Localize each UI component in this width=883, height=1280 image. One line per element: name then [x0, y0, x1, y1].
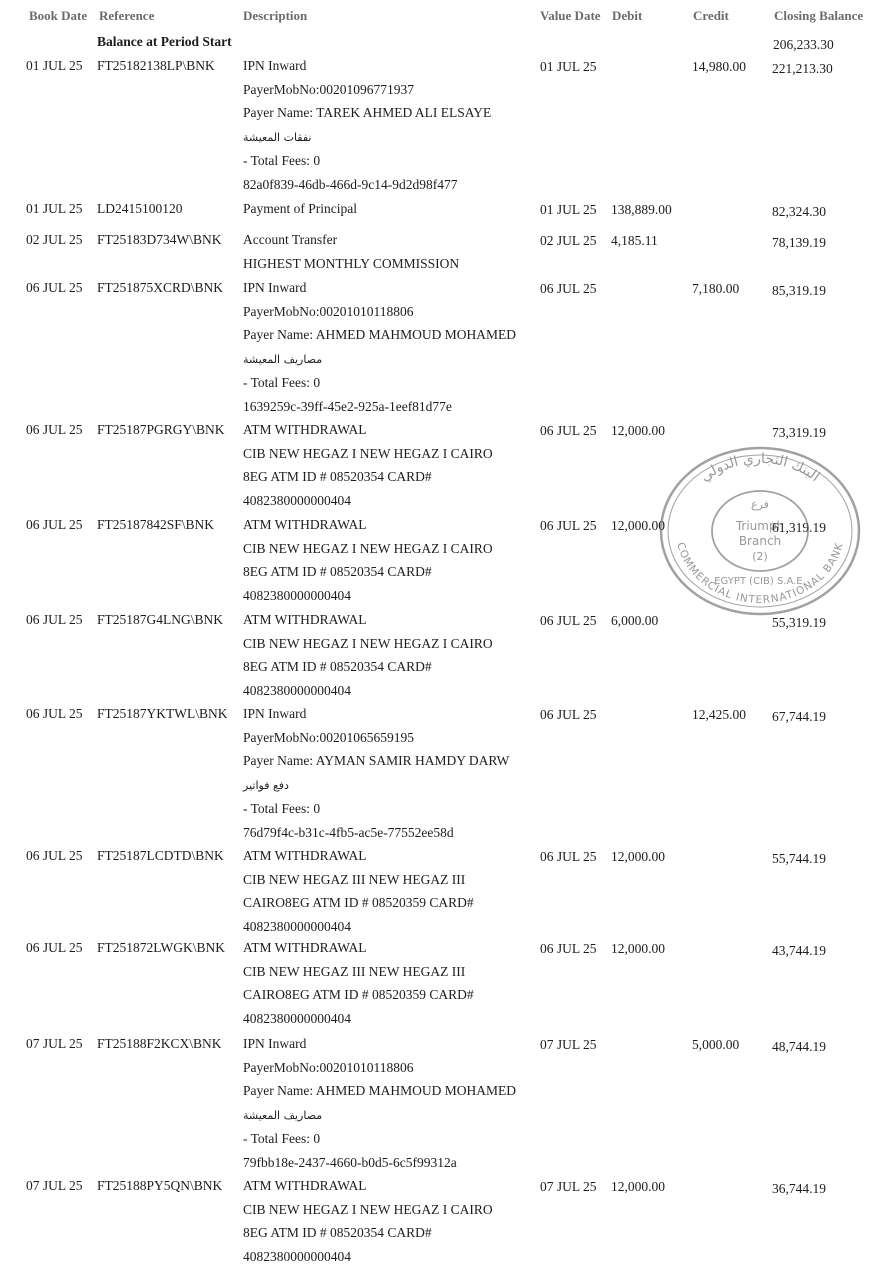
description-line: 4082380000000404	[243, 683, 351, 699]
credit-amount: 12,425.00	[692, 707, 746, 722]
reference: FT25188F2KCX\BNK	[97, 1036, 222, 1051]
description-line: Payer Name: TAREK AHMED ALI ELSAYE	[243, 105, 492, 121]
stamp-line-triumph: Triumph	[735, 519, 785, 533]
book-date: 06 JUL 25	[26, 280, 83, 295]
stamp-line-branch: Branch	[738, 534, 782, 548]
stamp-line-branch-ar: فرع	[751, 498, 769, 511]
book-date: 07 JUL 25	[26, 1036, 83, 1051]
description-line: ATM WITHDRAWAL	[243, 517, 367, 532]
description-line: 76d79f4c-b31c-4fb5-ac5e-77552ee58d	[243, 824, 454, 840]
debit-amount: 12,000.00	[611, 1179, 665, 1194]
closing-balance: 55,319.19	[772, 615, 826, 630]
description-line: PayerMobNo:00201010118806	[243, 303, 414, 319]
value-date: 06 JUL 25	[540, 941, 597, 956]
description-line: Account Transfer	[243, 232, 338, 247]
credit-amount: 14,980.00	[692, 59, 746, 74]
closing-balance: 48,744.19	[772, 1039, 826, 1054]
book-date: 06 JUL 25	[26, 706, 83, 721]
header-description: Description	[243, 8, 308, 23]
value-date: 06 JUL 25	[540, 707, 597, 722]
reference: FT25187YKTWL\BNK	[97, 706, 228, 721]
description-line: 8EG ATM ID # 08520354 CARD#	[243, 659, 432, 675]
reference: FT25183D734W\BNK	[97, 232, 222, 247]
value-date: 06 JUL 25	[540, 518, 597, 533]
closing-balance: 78,139.19	[772, 235, 826, 250]
value-date: 06 JUL 25	[540, 281, 597, 296]
description-line: CIB NEW HEGAZ III NEW HEGAZ III	[243, 963, 466, 979]
book-date: 02 JUL 25	[26, 232, 83, 247]
description-line: Payer Name: AHMED MAHMOUD MOHAMED	[243, 327, 516, 343]
header-credit: Credit	[693, 8, 729, 23]
stamp-arabic-title: البنك التجاري الدولي	[697, 450, 823, 486]
book-date: 01 JUL 25	[26, 201, 83, 216]
value-date: 02 JUL 25	[540, 233, 597, 248]
description-line: CIB NEW HEGAZ I NEW HEGAZ I CAIRO	[243, 1201, 493, 1217]
debit-amount: 138,889.00	[611, 202, 672, 217]
closing-balance: 43,744.19	[772, 943, 826, 958]
description-line: 4082380000000404	[243, 1249, 351, 1265]
debit-amount: 12,000.00	[611, 518, 665, 533]
description-line: IPN Inward	[243, 280, 307, 295]
closing-balance: 221,213.30	[772, 61, 833, 76]
description-line: 8EG ATM ID # 08520354 CARD#	[243, 469, 432, 485]
header-book-date: Book Date	[29, 8, 88, 23]
description-line: Payment of Principal	[243, 201, 357, 216]
description-line: - Total Fees: 0	[243, 152, 321, 168]
description-line: 79fbb18e-2437-4660-b0d5-6c5f99312a	[243, 1154, 457, 1170]
header-reference: Reference	[99, 8, 155, 23]
description-line: CIB NEW HEGAZ I NEW HEGAZ I CAIRO	[243, 635, 493, 651]
value-date: 01 JUL 25	[540, 59, 597, 74]
description-line: مصاريف المعيشة	[243, 1109, 323, 1123]
description-line: ATM WITHDRAWAL	[243, 940, 367, 955]
header-value-date: Value Date	[540, 8, 601, 23]
debit-amount: 12,000.00	[611, 849, 665, 864]
value-date: 07 JUL 25	[540, 1037, 597, 1052]
closing-balance: 36,744.19	[772, 1181, 826, 1196]
debit-amount: 12,000.00	[611, 423, 665, 438]
description-line: IPN Inward	[243, 1036, 307, 1051]
value-date: 07 JUL 25	[540, 1179, 597, 1194]
description-line: CIB NEW HEGAZ I NEW HEGAZ I CAIRO	[243, 445, 493, 461]
credit-amount: 5,000.00	[692, 1037, 740, 1052]
description-line: HIGHEST MONTHLY COMMISSION	[243, 255, 460, 271]
description-line: ATM WITHDRAWAL	[243, 422, 367, 437]
opening-label: Balance at Period Start	[97, 34, 232, 49]
credit-amount: 7,180.00	[692, 281, 740, 296]
description-line: مصاريف المعيشة	[243, 353, 323, 367]
debit-amount: 4,185.11	[611, 233, 658, 248]
closing-balance: 85,319.19	[772, 283, 826, 298]
reference: FT251875XCRD\BNK	[97, 280, 224, 295]
description-line: CAIRO8EG ATM ID # 08520359 CARD#	[243, 987, 474, 1003]
value-date: 06 JUL 25	[540, 613, 597, 628]
book-date: 06 JUL 25	[26, 612, 83, 627]
description-line: ATM WITHDRAWAL	[243, 1178, 367, 1193]
book-date: 06 JUL 25	[26, 848, 83, 863]
description-line: CIB NEW HEGAZ I NEW HEGAZ I CAIRO	[243, 540, 493, 556]
description-line: - Total Fees: 0	[243, 1130, 321, 1146]
reference: FT25187LCDTD\BNK	[97, 848, 224, 863]
value-date: 01 JUL 25	[540, 202, 597, 217]
reference: FT25187PGRGY\BNK	[97, 422, 225, 437]
value-date: 06 JUL 25	[540, 423, 597, 438]
description-line: دفع فواتير	[243, 779, 289, 793]
stamp-outer-ring	[661, 448, 859, 614]
description-line: Payer Name: AHMED MAHMOUD MOHAMED	[243, 1083, 516, 1099]
description-line: 4082380000000404	[243, 919, 351, 935]
stamp-ring-text	[674, 541, 846, 606]
reference: FT25187842SF\BNK	[97, 517, 215, 532]
reference: FT25188PY5QN\BNK	[97, 1178, 223, 1193]
description-line: IPN Inward	[243, 706, 307, 721]
header-debit: Debit	[612, 8, 643, 23]
description-line: ATM WITHDRAWAL	[243, 848, 367, 863]
description-line: نفقات المعيشة	[243, 131, 312, 145]
description-line: 4082380000000404	[243, 588, 351, 604]
debit-amount: 12,000.00	[611, 941, 665, 956]
book-date: 01 JUL 25	[26, 58, 83, 73]
book-date: 06 JUL 25	[26, 517, 83, 532]
value-date: 06 JUL 25	[540, 849, 597, 864]
description-line: 4082380000000404	[243, 1011, 351, 1027]
closing-balance: 73,319.19	[772, 425, 826, 440]
description-line: 82a0f839-46db-466d-9c14-9d2d98f477	[243, 176, 458, 192]
description-line: - Total Fees: 0	[243, 800, 321, 816]
description-line: IPN Inward	[243, 58, 307, 73]
bank-stamp-graphic	[656, 444, 864, 618]
reference: FT25187G4LNG\BNK	[97, 612, 224, 627]
description-line: CAIRO8EG ATM ID # 08520359 CARD#	[243, 895, 474, 911]
description-line: 4082380000000404	[243, 493, 351, 509]
description-line: 1639259c-39ff-45e2-925a-1eef81d77e	[243, 398, 452, 414]
stamp-line-egypt: EGYPT (CIB) S.A.E.	[714, 576, 806, 587]
description-line: ATM WITHDRAWAL	[243, 612, 367, 627]
stamp-line-number: (2)	[752, 550, 768, 563]
closing-balance: 61,319.19	[772, 520, 826, 535]
stamp-ring-textpath: COMMERCIAL INTERNATIONAL BANK	[674, 541, 846, 607]
description-line: Payer Name: AYMAN SAMIR HAMDY DARW	[243, 753, 510, 769]
closing-balance: 67,744.19	[772, 709, 826, 724]
header-closing-balance: Closing Balance	[774, 8, 864, 23]
opening-balance: 206,233.30	[773, 37, 834, 52]
description-line: CIB NEW HEGAZ III NEW HEGAZ III	[243, 871, 466, 887]
debit-amount: 6,000.00	[611, 613, 659, 628]
description-line: 8EG ATM ID # 08520354 CARD#	[243, 1225, 432, 1241]
reference: LD2415100120	[97, 201, 183, 216]
book-date: 06 JUL 25	[26, 422, 83, 437]
description-line: PayerMobNo:00201096771937	[243, 81, 414, 97]
closing-balance: 55,744.19	[772, 851, 826, 866]
description-line: - Total Fees: 0	[243, 374, 321, 390]
reference: FT25182138LP\BNK	[97, 58, 215, 73]
closing-balance: 82,324.30	[772, 204, 826, 219]
reference: FT251872LWGK\BNK	[97, 940, 225, 955]
description-line: 8EG ATM ID # 08520354 CARD#	[243, 564, 432, 580]
bank-stamp	[656, 444, 864, 618]
description-line: PayerMobNo:00201065659195	[243, 729, 414, 745]
description-line: PayerMobNo:00201010118806	[243, 1059, 414, 1075]
book-date: 06 JUL 25	[26, 940, 83, 955]
book-date: 07 JUL 25	[26, 1178, 83, 1193]
